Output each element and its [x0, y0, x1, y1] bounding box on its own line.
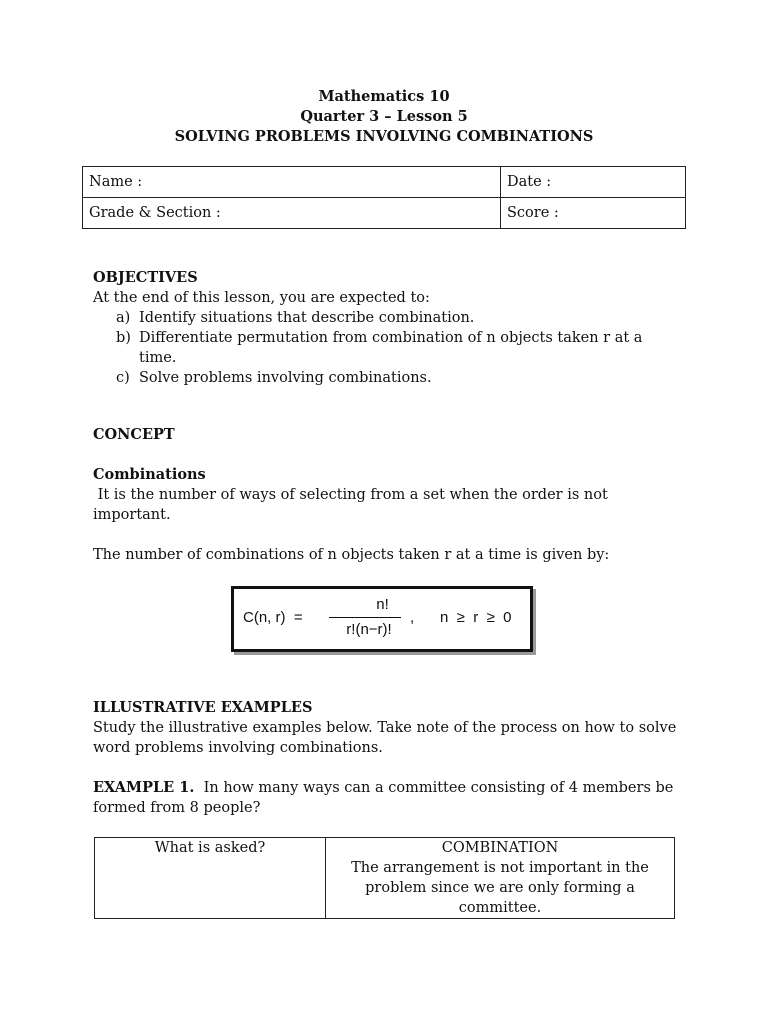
- example1-label: EXAMPLE 1.: [93, 779, 195, 796]
- example1-table: [94, 837, 675, 919]
- lesson-title: SOLVING PROBLEMS INVOLVING COMBINATIONS: [174, 128, 594, 145]
- subject-title: Mathematics 10: [318, 88, 450, 105]
- objectives-list: [93, 308, 683, 388]
- illustrative-section: [93, 698, 683, 818]
- objectives-intro: At the end of this lesson, you are expected to:: [93, 290, 430, 306]
- score-field[interactable]: Score :: [501, 198, 686, 229]
- quarter-lesson: Quarter 3 – Lesson 5: [300, 108, 468, 125]
- concept-section: [93, 425, 683, 565]
- objective-marker: c): [116, 370, 130, 386]
- combination-title: COMBINATION: [441, 840, 559, 856]
- lesson-header: [0, 87, 768, 147]
- objective-marker: b): [116, 330, 131, 346]
- formula-denominator: r!(n−r)!: [346, 621, 392, 638]
- grade-section-field[interactable]: Grade & Section :: [83, 198, 501, 229]
- formula-lhs: C(n, r) =: [243, 609, 303, 626]
- concept-heading: CONCEPT: [93, 426, 175, 443]
- formula-comma: ,: [410, 609, 415, 626]
- objectives-heading: OBJECTIVES: [93, 269, 198, 286]
- objectives-section: [93, 268, 683, 388]
- example1-prompt: [93, 778, 683, 818]
- objective-marker: a): [116, 310, 131, 326]
- formula-intro: The number of combinations of n objects taken r at a time is given by:: [93, 547, 610, 563]
- objective-item: [116, 308, 683, 328]
- combination-formula-box: [231, 586, 533, 652]
- combination-explanation: The arrangement is not important in the problem since we are only forming a committee.: [351, 860, 649, 916]
- student-info-table: [82, 166, 686, 229]
- formula-numerator: n!: [376, 596, 389, 613]
- objective-item: [116, 328, 683, 368]
- illustrative-text: Study the illustrative examples below. Take note of the process on how to solve word problems involving combinations.: [93, 720, 677, 756]
- date-field[interactable]: Date :: [501, 167, 686, 198]
- combinations-definition: It is the number of ways of selecting from a set when the order is not important.: [93, 487, 613, 523]
- formula-condition: n ≥ r ≥ 0: [440, 609, 512, 626]
- combinations-heading: Combinations: [93, 466, 206, 483]
- illustrative-heading: ILLUSTRATIVE EXAMPLES: [93, 699, 313, 716]
- combination-answer-cell: [326, 838, 675, 919]
- fraction-bar: [329, 617, 401, 618]
- objective-text: Solve problems involving combinations.: [139, 370, 432, 386]
- example1-text: In how many ways can a committee consisting of 4 members be formed from 8 people?: [93, 780, 678, 816]
- objective-text: Identify situations that describe combination.: [139, 310, 475, 326]
- name-field[interactable]: Name :: [83, 167, 501, 198]
- objective-text: Differentiate permutation from combination of n objects taken r at a time.: [139, 330, 643, 366]
- objective-item: [116, 368, 683, 388]
- what-is-asked-cell: What is asked?: [95, 838, 326, 919]
